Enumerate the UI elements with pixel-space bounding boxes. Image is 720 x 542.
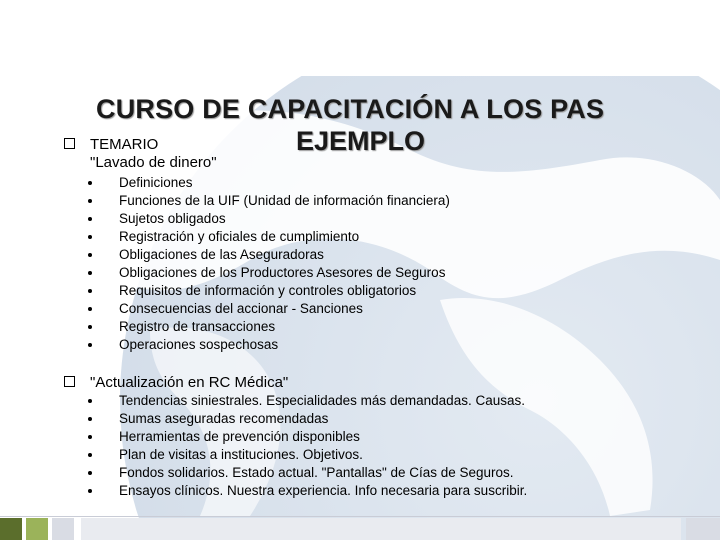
list-item-text: Fondos solidarios. Estado actual. "Pantallas" de Cías de Seguros. [119,465,514,480]
bullet-dot-icon [88,489,92,493]
list-item-text: Definiciones [119,175,193,190]
list-item-text: Consecuencias del accionar - Sanciones [119,301,363,316]
bullet-dot-icon [88,399,92,403]
bullet-dot-icon [88,417,92,421]
bullet-dot-icon [88,343,92,347]
bullet-dot-icon [88,181,92,185]
list-item-text: Operaciones sospechosas [119,337,279,352]
list-item-text: Registración y oficiales de cumplimiento [119,229,360,244]
bullet-dot-icon [88,471,92,475]
bullet-dot-icon [88,253,92,257]
list-item-text: Obligaciones de los Productores Asesores de Seguros [119,265,446,280]
list-item-text: Obligaciones de las Aseguradoras [119,247,324,262]
bullet-dot-icon [88,289,92,293]
list-item-text: Herramientas de prevención disponibles [119,429,360,444]
slide-subtitle: EJEMPLO [296,126,426,156]
section-subtitle: "Lavado de dinero" [90,154,217,171]
checkbox-bullet-icon [64,138,75,149]
bullet-dot-icon [88,199,92,203]
list-item-text: Ensayos clínicos. Nuestra experiencia. Info necesaria para suscribir. [119,483,528,498]
slide-title: CURSO DE CAPACITACIÓN A LOS PAS [96,94,605,124]
list-item-text: Funciones de la UIF (Unidad de información financiera) [119,193,450,208]
list-item-text: Sumas aseguradas recomendadas [119,411,329,426]
bullet-dot-icon [88,217,92,221]
bullet-dot-icon [88,435,92,439]
checkbox-bullet-icon [64,376,75,387]
bullet-dot-icon [88,271,92,275]
section-label: TEMARIO [90,136,159,153]
bullet-dot-icon [88,325,92,329]
list-item-text: Requisitos de información y controles obligatorios [119,283,417,298]
list-item-text: Sujetos obligados [119,211,226,226]
section-label: "Actualización en RC Médica" [90,374,289,391]
list-item-text: Registro de transacciones [119,319,276,334]
bullet-dot-icon [88,235,92,239]
list-item-text: Tendencias siniestrales. Especialidades más demandadas. Causas. [119,393,525,408]
bullet-dot-icon [88,307,92,311]
bullet-dot-icon [88,453,92,457]
list-item-text: Plan de visitas a instituciones. Objetivos. [119,447,363,462]
